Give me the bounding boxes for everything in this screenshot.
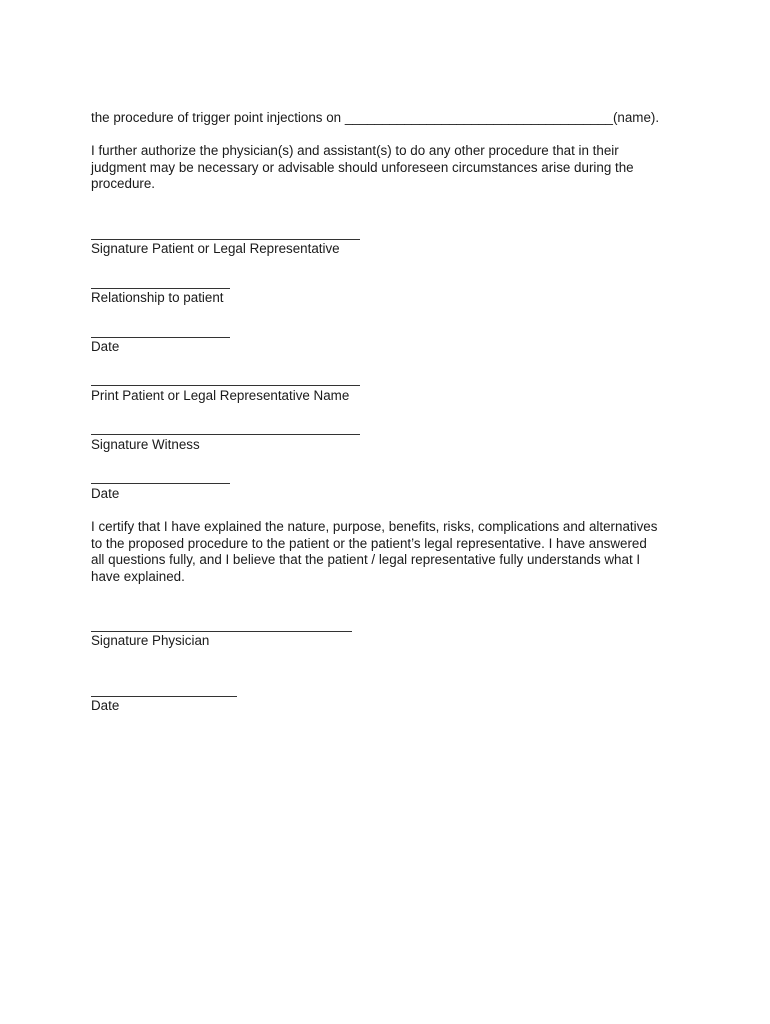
authorization-line-1: I further authorize the physician(s) and assistant(s) to do any other procedure that in their (91, 143, 619, 158)
physician-date-line[interactable] (91, 696, 237, 697)
relationship-line[interactable] (91, 288, 230, 289)
print-name-label: Print Patient or Legal Representative Name (91, 388, 350, 403)
witness-signature-label: Signature Witness (91, 437, 200, 452)
patient-signature-label: Signature Patient or Legal Representative (91, 241, 340, 256)
certification-line-4: have explained. (91, 568, 185, 584)
physician-signature-line[interactable] (91, 631, 352, 632)
certification-line-2: to the proposed procedure to the patient or the patient’s legal representative. I have answered (91, 535, 647, 551)
opening-line-prefix: the procedure of trigger point injections on (91, 110, 345, 125)
print-name-line[interactable] (91, 385, 360, 386)
authorization-line-2: judgment may be necessary or advisable should unforeseen circumstances arise during the (91, 159, 634, 175)
authorization-line-3: procedure. (91, 176, 156, 191)
opening-line-suffix: (name). (612, 110, 660, 125)
patient-name-blank[interactable]: ____________________________________ (344, 110, 613, 125)
certification-line-1: I certify that I have explained the nature, purpose, benefits, risks, complications and alternatives (91, 519, 658, 534)
witness-signature-line[interactable] (91, 434, 360, 435)
certification-paragraph (91, 519, 691, 585)
opening-line (91, 110, 659, 127)
certification-line-3: all questions fully, and I believe that the patient / legal representative fully understands what I (91, 552, 641, 567)
witness-date-label: Date (91, 486, 120, 501)
authorization-paragraph (91, 143, 691, 193)
patient-date-line[interactable] (91, 337, 230, 338)
relationship-label: Relationship to patient (91, 290, 224, 305)
patient-date-label: Date (91, 339, 120, 354)
physician-signature-label: Signature Physician (91, 633, 210, 648)
witness-date-line[interactable] (91, 483, 230, 484)
physician-date-label: Date (91, 698, 120, 713)
patient-signature-line[interactable] (91, 239, 360, 240)
